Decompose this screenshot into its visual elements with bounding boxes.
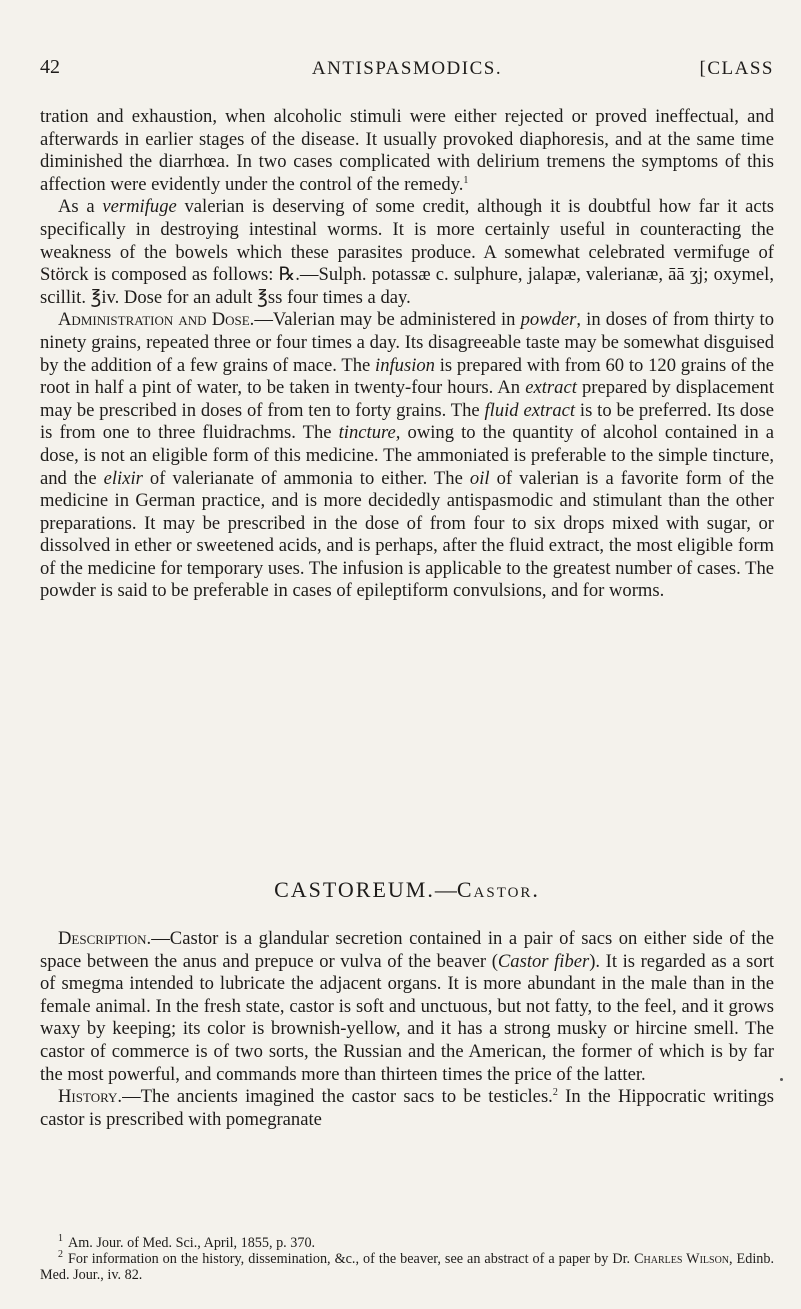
footnote-mark: 1 xyxy=(58,1233,63,1245)
valerian-text xyxy=(40,106,774,603)
term-extract: extract xyxy=(525,377,577,399)
text-run: —Castor is a glandular secretion contained in a pair of sacs on either side of the space between the anus and prepuce or vulva of the beaver ( xyxy=(40,928,774,972)
paragraph-description xyxy=(40,928,774,1086)
term-tincture: tincture, xyxy=(338,422,401,444)
footnote-text: , Edinb. Med. Jour., iv. 82. xyxy=(40,1251,774,1283)
text-run: owing to the quantity of alcohol contained in a dose, is not an eligible form of this medicine. The ammoniated is preferable to the simple tincture, and the xyxy=(40,422,774,489)
footnote-ref-2[interactable]: 2 xyxy=(552,1086,558,1098)
text-run: As a xyxy=(58,196,103,218)
paragraph-vermifuge xyxy=(40,196,774,309)
footnote-mark: 2 xyxy=(58,1249,63,1261)
text-run: of valerian is a favorite form of the medicine in German practice, and is more decidedly antispasmodic and stimulant than the other preparations. It may be prescribed in the dose of from four to six drops mixed with sugar, or dissolved in ether or sweetened acids, and is perhaps, after the fluid extract, the most eligible form of the medicine for temporary uses. The infusion is applicable to the greatest number of cases. The powder is said to be preferable in cases of epileptiform convulsions, and for worms. xyxy=(40,467,775,602)
footnote-ref-1[interactable]: 1 xyxy=(463,174,469,186)
text-run: , in doses of from thirty to ninety grains, repeated three or four times a day. Its disagreeable taste may be somewhat disguised by the addition of a few grains of mace. The xyxy=(40,309,775,376)
term-fluid-extract: fluid extract xyxy=(484,399,576,421)
paragraph-administration xyxy=(40,309,774,603)
text-run: —The ancients imagined the castor sacs to be testicles. xyxy=(122,1086,553,1108)
heading-title: CASTOREUM. xyxy=(274,877,435,902)
section-heading xyxy=(40,877,774,903)
page-number: 42 xyxy=(40,56,60,78)
class-label: [CLASS xyxy=(699,58,774,79)
text-run: of valerianate of ammonia to either. The xyxy=(142,467,470,489)
subheading-description: Description. xyxy=(58,928,152,949)
running-header xyxy=(40,56,774,86)
margin-mark xyxy=(780,1078,783,1081)
text-run: valerian is deserving of some credit, although it is doubtful how far it acts specifically in destroying intestinal worms. It is more certainly useful in counteracting the weakness of the bowels which these parasites produce. A somewhat celebrated vermifuge of Störck is composed as follows: ℞.—Sulph. potassæ c. sulphure, jalapæ, valerianæ, āā ʒj; oxymel, scillit. ℥iv. Dose for an adult ℥ss four times a day. xyxy=(40,196,774,308)
text-run: In the Hippocratic writings castor is prescribed with pomegranate xyxy=(40,1086,774,1130)
text-run: ). It is regarded as a sort of smegma intended to lubricate the adjacent organs. It is more abundant in the male than in the female animal. In the fresh state, castor is soft and unctuous, but not fatty, to the feel, and it grows waxy by keeping; its color is brownish-yellow, and it has a strong musky or hircine smell. The castor of commerce is of two sorts, the Russian and the American, the former of which is by far the most powerful, and commands more than thirteen times the price of the latter. xyxy=(40,950,775,1085)
paragraph-continuation xyxy=(40,106,774,196)
footnote-text: Am. Jour. of Med. Sci., April, 1855, p. 370. xyxy=(68,1235,316,1251)
term-species: Castor fiber xyxy=(497,950,590,972)
term-powder: powder xyxy=(520,309,577,331)
continuation-text: tration and exhaustion, when alcoholic stimuli were either rejected or proved ineffectual, and afterwards in earlier stages of the disease. It usually provoked diaphoresis, and at the same time diminished the diarrhœa. In two cases complicated with delirium tremens the symptoms of this affection were evidently under the control of the remedy. xyxy=(40,106,774,195)
footnote-1 xyxy=(40,1235,774,1251)
running-title: ANTISPASMODICS. xyxy=(311,58,503,79)
castor-text xyxy=(40,928,774,1131)
subheading-administration: Administration and Dose. xyxy=(58,309,255,331)
footnote-author: Charles Wilson xyxy=(634,1251,730,1267)
text-run: prepared by displacement may be prescribed in doses of from ten to forty grains. The xyxy=(40,377,775,421)
subheading-history: History. xyxy=(58,1086,123,1108)
term-infusion: infusion xyxy=(375,354,435,376)
footnotes xyxy=(40,1235,774,1283)
text-run: is prepared with from 60 to 120 grains of the root in half a pint of water, to be taken in twenty-four hours. An xyxy=(40,354,774,399)
term-elixir: elixir xyxy=(103,467,143,489)
text-run: is to be preferred. Its dose is from one to three fluidrachms. The xyxy=(40,399,774,444)
footnote-2 xyxy=(40,1251,774,1283)
footnote-text: For information on the history, dissemination, &c., of the beaver, see an abstract of a paper by Dr. xyxy=(68,1251,635,1267)
heading-dash: — xyxy=(434,877,457,902)
paragraph-history xyxy=(40,1086,774,1131)
text-run: —Valerian may be administered in xyxy=(254,309,521,331)
term-oil: oil xyxy=(469,467,490,489)
term-vermifuge: vermifuge xyxy=(102,196,177,218)
heading-subtitle: Castor. xyxy=(456,877,540,902)
